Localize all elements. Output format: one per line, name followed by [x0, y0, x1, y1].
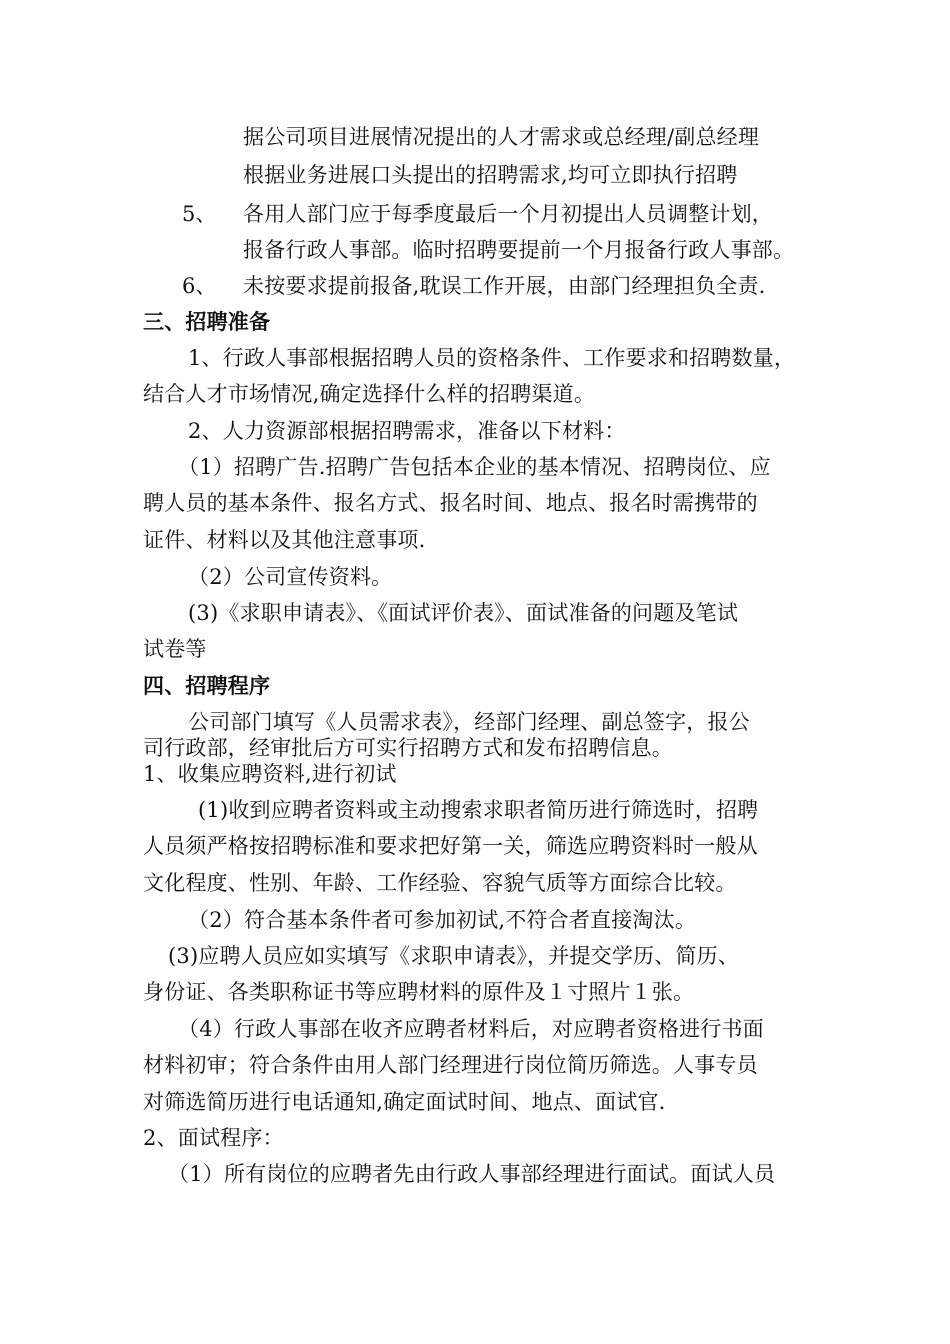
subsection-title: 1、收集应聘资料,进行初试	[143, 762, 397, 786]
text-line: 试卷等	[143, 637, 207, 661]
text-line: 根据业务进展口头提出的招聘需求,均可立即执行招聘	[243, 163, 738, 187]
text-line: 公司部门填写《人员需求表》，经部门经理、副总签字，报公	[188, 710, 750, 734]
subsection-title: 2、面试程序：	[143, 1126, 284, 1150]
text-line: 未按要求提前报备,耽误工作开展，由部门经理担负全责.	[243, 274, 766, 298]
text-line: 报备行政人事部。临时招聘要提前一个月报备行政人事部。	[243, 238, 795, 262]
text-line: (3)《求职申请表》、《面试评价表》、面试准备的问题及笔试	[188, 601, 739, 625]
text-line: 2、人力资源部根据招聘需求，准备以下材料：	[188, 419, 626, 443]
text-line: (1)收到应聘者资料或主动搜索求职者简历进行筛选时，招聘	[198, 798, 759, 822]
text-line: 各用人部门应于每季度最后一个月初提出人员调整计划，	[243, 202, 773, 226]
text-line: 结合人才市场情况,确定选择什么样的招聘渠道。	[143, 382, 596, 406]
text-line: (3)应聘人员应如实填写《求职申请表》，并提交学历、简历、	[168, 944, 740, 968]
text-line: 司行政部，经审批后方可实行招聘方式和发布招聘信息。	[143, 736, 673, 760]
text-line: 身份证、各类职称证书等应聘材料的原件及１寸照片１张。	[143, 980, 695, 1004]
text-line: 人员须严格按招聘标准和要求把好第一关，筛选应聘资料时一般从	[143, 834, 758, 858]
text-line: （4）行政人事部在收齐应聘者材料后，对应聘者资格进行书面	[178, 1017, 764, 1041]
text-line: 材料初审；符合条件由用人部门经理进行岗位简历筛选。人事专员	[143, 1053, 758, 1077]
text-line: （2）符合基本条件者可参加初试,不符合者直接淘汰。	[188, 908, 697, 932]
list-number: 6、	[182, 274, 217, 298]
text-line: 对筛选简历进行电话通知,确定面试时间、地点、面试官.	[143, 1090, 666, 1114]
text-line: 1、行政人事部根据招聘人员的资格条件、工作要求和招聘数量，	[188, 346, 796, 370]
text-line: （2）公司宣传资料。	[188, 565, 393, 589]
text-line: （1）招聘广告.招聘广告包括本企业的基本情况、招聘岗位、应	[178, 455, 771, 479]
text-line: 聘人员的基本条件、报名方式、报名时间、地点、报名时需携带的	[143, 491, 758, 515]
section-heading: 三、招聘准备	[143, 310, 271, 334]
section-heading: 四、招聘程序	[143, 674, 271, 698]
text-line: 据公司项目进展情况提出的人才需求或总经理/副总经理	[243, 125, 760, 149]
text-line: （1）所有岗位的应聘者先由行政人事部经理进行面试。面试人员	[168, 1162, 776, 1186]
list-number: 5、	[182, 202, 217, 226]
text-line: 证件、材料以及其他注意事项.	[143, 528, 426, 552]
text-line: 文化程度、性别、年龄、工作经验、容貌气质等方面综合比较。	[143, 871, 737, 895]
